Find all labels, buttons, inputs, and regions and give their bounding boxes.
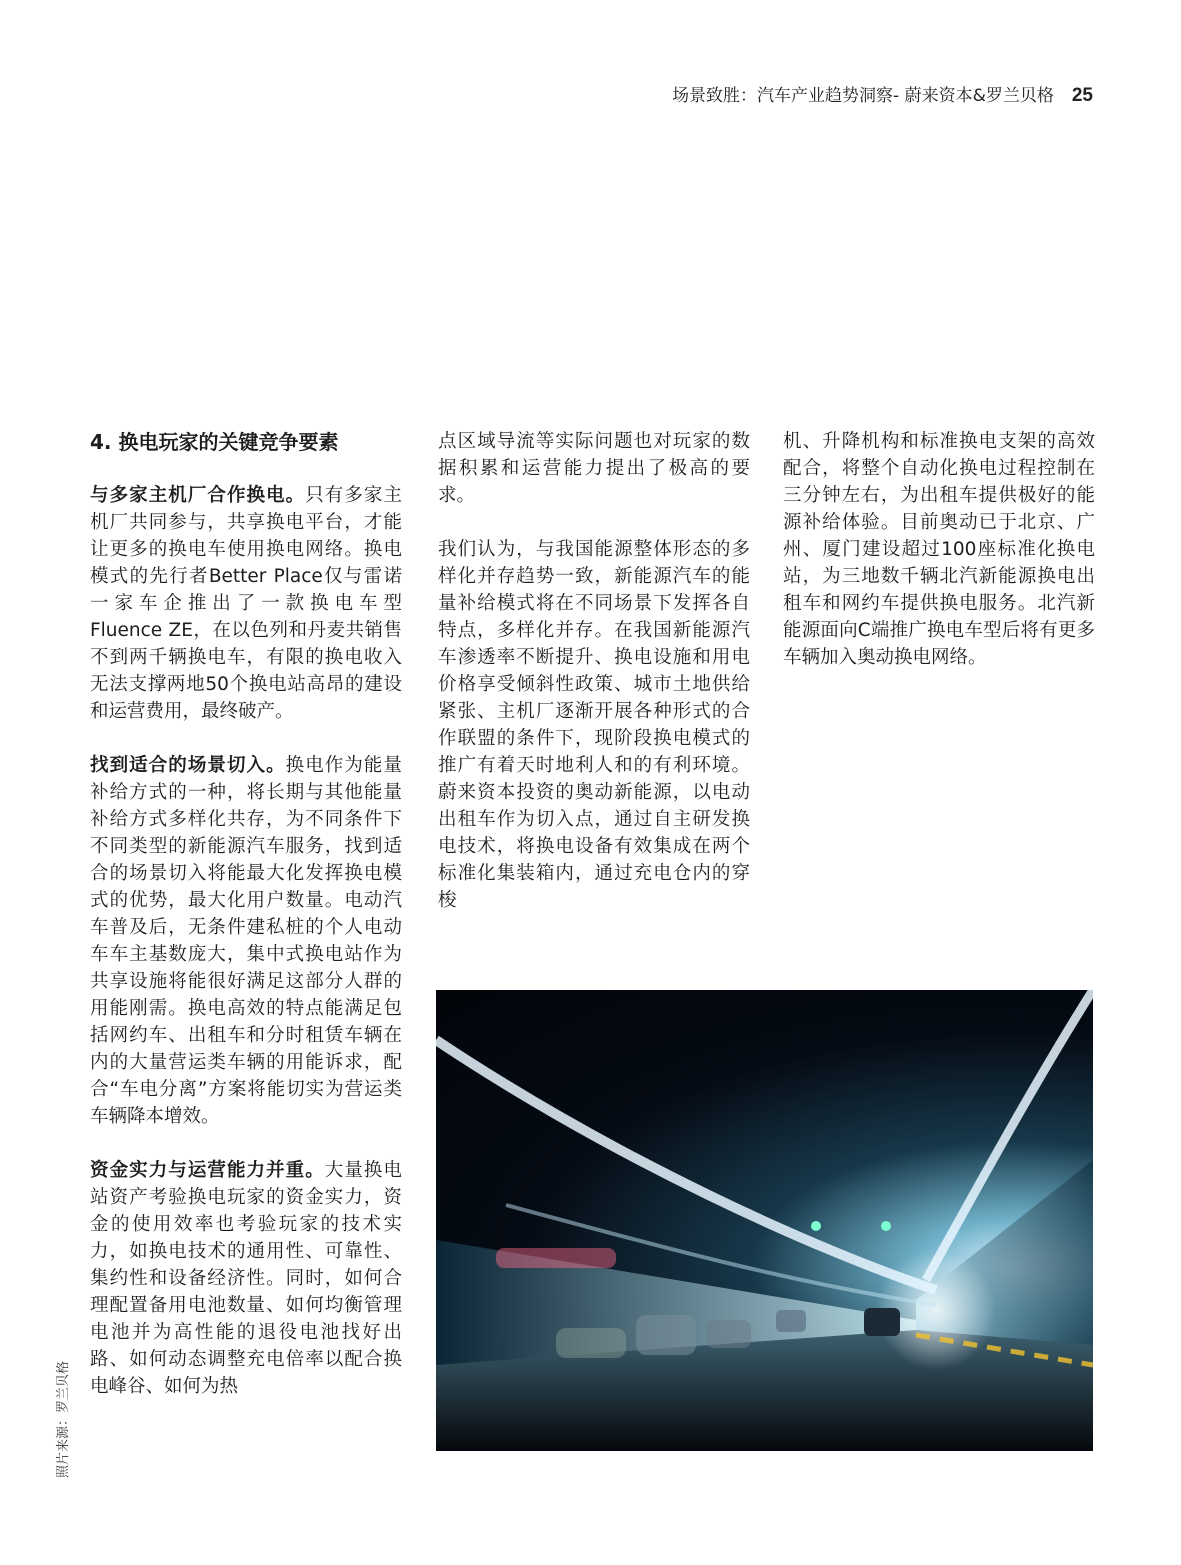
text-column-1 [90, 428, 402, 1427]
paragraph-data-ops: 点区域导流等实际问题也对玩家的数据积累和运营能力提出了极高的要求。 [438, 431, 750, 506]
paragraph-body: 换电作为能量补给方式的一种，将长期与其他能量补给方式多样化共存，为不同条件下不同类型的新能源汽车服务，找到适合的场景切入将能最大化发挥换电模式的优势，最大化用户数量。电动汽车普及后，无条件建私桩的个人电动车车主基数庞大，集中式换电站作为共享设施将能很好满足这部分人群的用能刚需。换电高效的特点能满足包括网约车、出租车和分时租赁车辆在内的大量营运类车辆的用能诉求，配合“车电分离”方案将能切实为营运类车辆降本增效。 [90, 755, 402, 1127]
paragraph-body: 只有多家主机厂共同参与，共享换电平台，才能让更多的换电车使用换电网络。换电模式的先行者Better Place仅与雷诺一家车企推出了一款换电车型Fluence ZE，在以色列和丹麦共销售不到两千辆换电车，有限的换电收入无法支撑两地50个换电站高昂的建设和运营费用，最终破产。 [90, 485, 402, 722]
paragraph-lead: 找到适合的场景切入。 [90, 755, 286, 776]
tunnel-illustration [436, 990, 1093, 1451]
paragraph-body: 大量换电站资产考验换电玩家的资金实力，资金的使用效率也考验玩家的技术实力，如换电技术的通用性、可靠性、集约性和设备经济性。同时，如何合理配置备用电池数量、如何均衡管理电池并为高性能的退役电池找好出路、如何动态调整充电倍率以配合换电峰谷、如何为热 [90, 1160, 402, 1397]
car-blur [556, 1328, 626, 1358]
tunnel-photo [436, 990, 1093, 1451]
car-blur [706, 1320, 751, 1348]
car [864, 1308, 900, 1336]
paragraph-funding-operations [90, 1157, 402, 1400]
green-signal-light [811, 1221, 821, 1231]
paragraph-lead: 与多家主机厂合作换电。 [90, 485, 306, 506]
paragraph-lead: 资金实力与运营能力并重。 [90, 1160, 325, 1181]
paragraph-our-view: 我们认为，与我国能源整体形态的多样化并存趋势一致，新能源汽车的能量补给模式将在不同场景下发挥各自特点，多样化并存。在我国新能源汽车渗透率不断提升、换电设施和用电价格享受倾斜性政策、城市土地供给紧张、主机厂逐渐开展各种形式的合作联盟的条件下，现阶段换电模式的推广有着天时地利人和的有利环境。蔚来资本投资的奥动新能源，以电动出租车作为切入点，通过自主研发换电技术，将换电设备有效集成在两个标准化集装箱内，通过充电仓内的穿梭 [438, 539, 750, 911]
header-title: 场景致胜：汽车产业趋势洞察- 蔚来资本&罗兰贝格 [672, 86, 1054, 106]
section-heading: 4. 换电玩家的关键竞争要素 [90, 430, 339, 454]
green-signal-light [881, 1221, 891, 1231]
paragraph-find-scenario [90, 752, 402, 1130]
paragraph-aulton: 机、升降机构和标准换电支架的高效配合，将整个自动化换电过程控制在三分钟左右，为出租车提供极好的能源补给体验。目前奥动已于北京、广州、厦门建设超过100座标准化换电站，为三地数千辆北汽新能源换电出租车和网约车提供换电服务。北汽新能源面向C端推广换电车型后将有更多车辆加入奥动换电网络。 [783, 431, 1095, 668]
photo-credit: 照片来源：罗兰贝格 [56, 1360, 71, 1478]
page-number: 25 [1071, 85, 1093, 106]
car-blur [636, 1315, 696, 1355]
paragraph-partner-oems [90, 482, 402, 725]
page-header [672, 84, 1093, 108]
pink-light-blur [496, 1248, 616, 1268]
text-column-3 [783, 428, 1095, 698]
text-column-2 [438, 428, 750, 941]
car-blur [776, 1310, 806, 1332]
